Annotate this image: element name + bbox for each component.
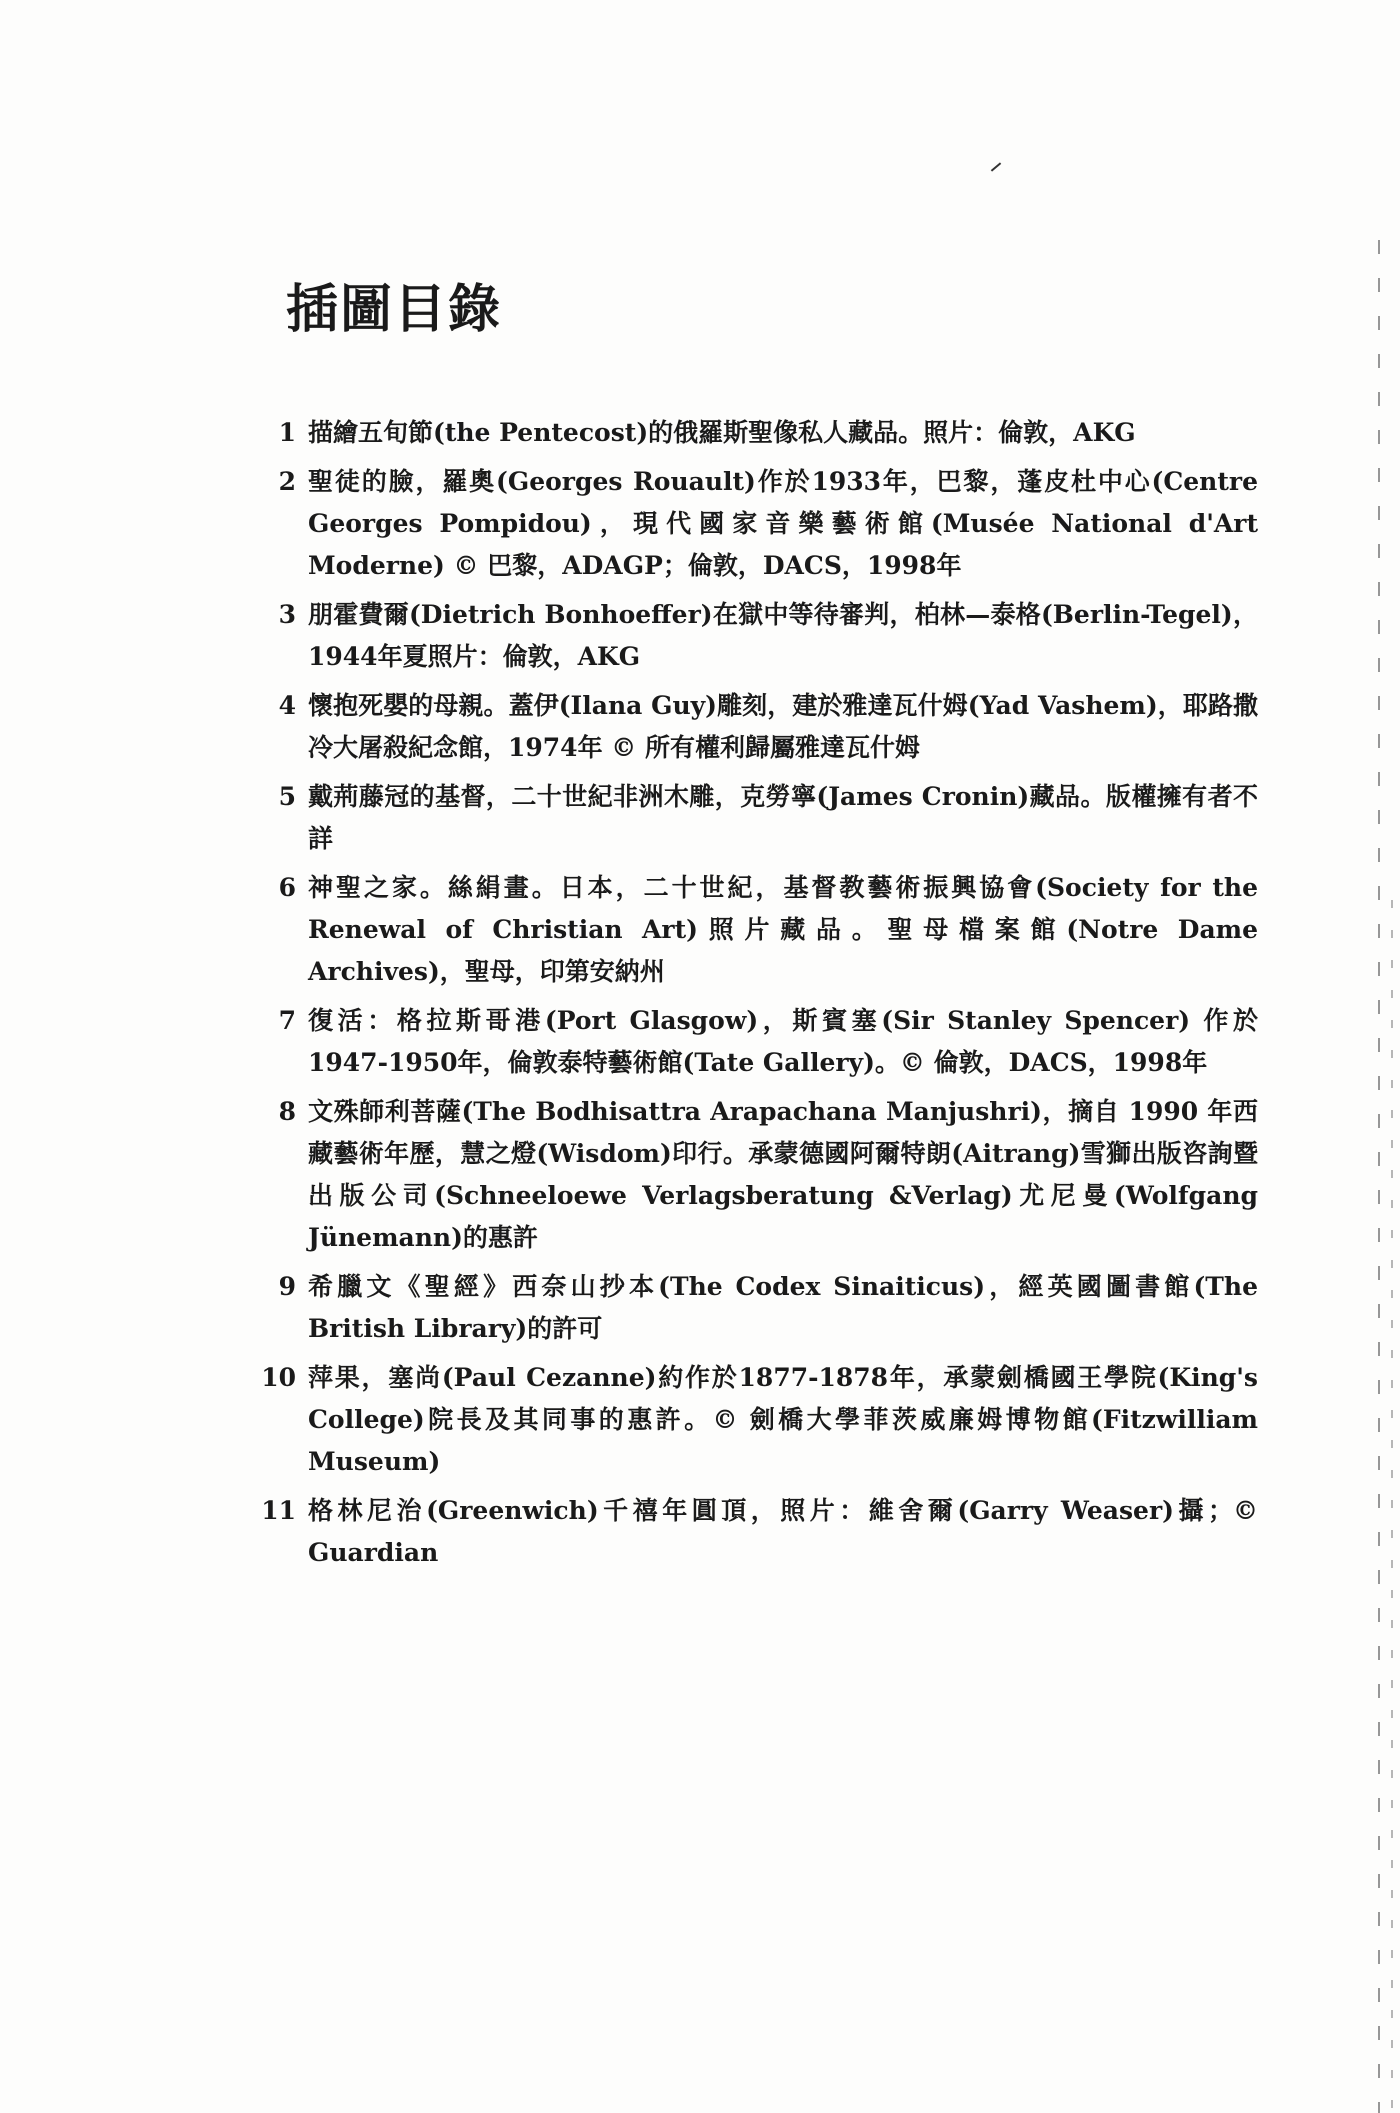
scan-mark: [991, 162, 1001, 171]
item-number: 7: [278, 1006, 296, 1035]
scan-edge-shadow: [1378, 240, 1380, 2113]
item-caption: 復活：格拉斯哥港(Port Glasgow)，斯賓塞(Sir Stanley Spencer) 作於 1947-1950年，倫敦泰特藝術館(Tate Gallery)。© 倫敦，DACS，1998年: [308, 1006, 1258, 1077]
item-caption: 懷抱死嬰的母親。蓋伊(Ilana Guy)雕刻，建於雅達瓦什姆(Yad Vashem)，耶路撒冷大屠殺紀念館，1974年 © 所有權利歸屬雅達瓦什姆: [308, 691, 1258, 762]
item-caption: 聖徒的臉，羅奧(Georges Rouault)作於1933年，巴黎，蓬皮杜中心(Centre Georges Pompidou)，現代國家音樂藝術館(Musée National d'Art Moderne) © 巴黎，ADAGP；倫敦，DACS，1998年: [308, 467, 1258, 580]
page-title: 插圖目錄: [286, 279, 503, 340]
item-caption: 神聖之家。絲絹畫。日本，二十世紀，基督教藝術振興協會(Society for the Renewal of Christian Art)照片藏品。聖母檔案館(Notre Dame Archives)，聖母，印第安納州: [308, 873, 1258, 986]
illustration-list: [258, 412, 1258, 1581]
list-item: [258, 1490, 1258, 1574]
item-caption: 戴荊藤冠的基督，二十世紀非洲木雕，克勞寧(James Cronin)藏品。版權擁有者不詳: [308, 782, 1258, 853]
item-caption: 文殊師利菩薩(The Bodhisattra Arapachana Manjushri)，摘自 1990 年西藏藝術年歷，慧之燈(Wisdom)印行。承蒙德國阿爾特朗(Aitrang)雪獅出版咨詢暨出版公司(Schneeloewe Verlagsberatung &Verlag)尤尼曼(Wolfgang Jünemann)的惠許: [308, 1097, 1258, 1252]
list-item: [258, 1357, 1258, 1483]
item-number: 9: [278, 1272, 296, 1301]
list-item: [258, 867, 1258, 993]
list-item: [258, 685, 1258, 769]
item-caption: 希臘文《聖經》西奈山抄本(The Codex Sinaiticus)，經英國圖書館(The British Library)的許可: [308, 1272, 1258, 1343]
list-item: [258, 776, 1258, 860]
item-number: 1: [278, 418, 296, 447]
item-number: 6: [278, 873, 296, 902]
item-number: 10: [261, 1363, 296, 1392]
item-number: 11: [261, 1496, 296, 1525]
list-item: [258, 461, 1258, 587]
item-caption: 萍果，塞尚(Paul Cezanne)約作於1877-1878年，承蒙劍橋國王學院(King's College)院長及其同事的惠許。© 劍橋大學菲茨威廉姆博物館(Fitzwilliam Museum): [308, 1363, 1258, 1476]
list-item: [258, 1091, 1258, 1259]
item-caption: 朋霍費爾(Dietrich Bonhoeffer)在獄中等待審判，柏林—泰格(Berlin-Tegel)， 1944年夏照片：倫敦，AKG: [308, 600, 1258, 671]
list-item: [258, 1266, 1258, 1350]
list-item: [258, 412, 1258, 454]
item-caption: 格林尼治(Greenwich)千禧年圓頂，照片：維舍爾(Garry Weaser)攝；© Guardian: [308, 1496, 1258, 1567]
list-item: [258, 1000, 1258, 1084]
item-number: 8: [278, 1097, 296, 1126]
item-caption: 描繪五旬節(the Pentecost)的俄羅斯聖像私人藏品。照片：倫敦，AKG: [308, 418, 1136, 447]
item-number: 4: [278, 691, 296, 720]
item-number: 2: [278, 467, 296, 496]
item-number: 5: [278, 782, 296, 811]
list-item: [258, 594, 1258, 678]
scan-edge-shadow-secondary: [1391, 900, 1393, 2113]
item-number: 3: [278, 600, 296, 629]
